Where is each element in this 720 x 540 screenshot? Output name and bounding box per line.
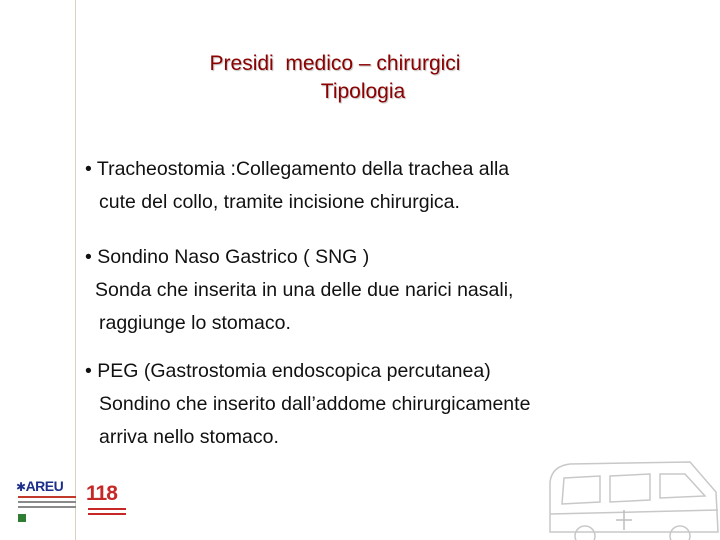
bullet-line: Sondino che inserito dall’addome chirurgicamente xyxy=(99,393,531,415)
star-icon: ✱ xyxy=(16,480,26,494)
title-line-1: Presidi medico – chirurgici xyxy=(209,52,461,75)
bullet-line: raggiunge lo stomaco. xyxy=(99,312,291,334)
bullet-item xyxy=(85,355,705,454)
bullet-line: • PEG (Gastrostomia endoscopica percutanea) xyxy=(85,360,491,382)
slide-title xyxy=(100,50,570,106)
areu-logo-caption xyxy=(18,496,76,511)
title-line-2: Tipologia xyxy=(320,80,406,103)
bullet-line: cute del collo, tramite incisione chirurgica. xyxy=(99,191,460,213)
footer-logos xyxy=(10,478,130,528)
bullet-item xyxy=(85,241,705,340)
bullet-line: Sonda che inserita in una delle due narici nasali, xyxy=(95,279,514,301)
logo-118-number: 118 xyxy=(86,482,117,505)
bullet-line: • Tracheostomia :Collegamento della trachea alla xyxy=(85,158,510,180)
areu-logo-text: AREU xyxy=(25,478,64,494)
region-mark-icon xyxy=(18,514,26,522)
areu-logo xyxy=(12,478,82,522)
left-rule xyxy=(75,0,76,540)
bullet-item xyxy=(85,153,705,219)
ambulance-icon xyxy=(540,452,720,540)
bullet-line: • Sondino Naso Gastrico ( SNG ) xyxy=(85,246,370,268)
logo-118 xyxy=(84,482,128,526)
bullet-line: arriva nello stomaco. xyxy=(99,426,279,448)
